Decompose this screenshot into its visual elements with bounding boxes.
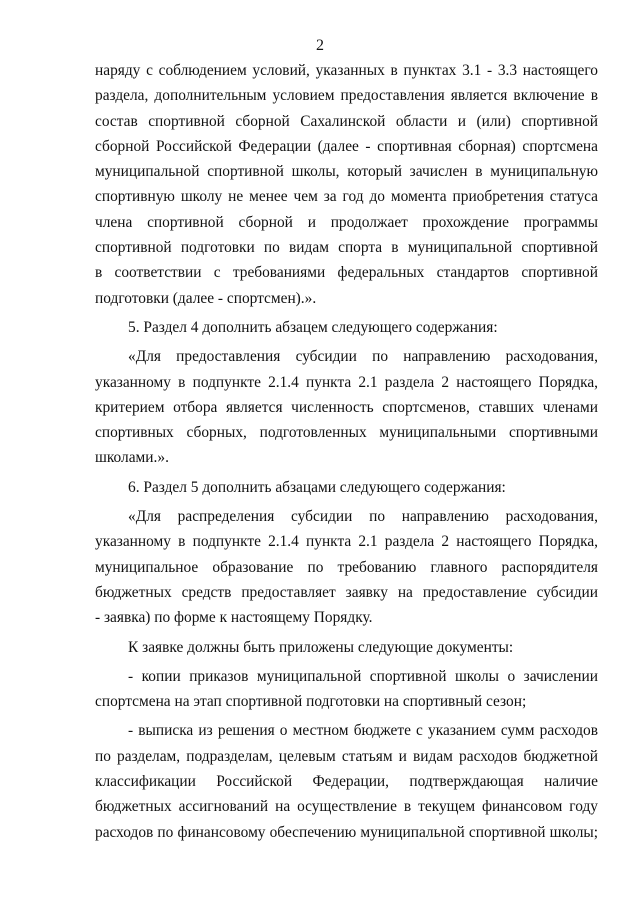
text-line: классификации Российской Федерации, подтверждающая наличие [95,773,598,791]
text-line: расходов по финансовому обеспечению муниципальной спортивной школы; [95,823,598,841]
text-line: «Для распределения субсидии по направлению расходования, [128,508,598,526]
section-heading-5: 5. Раздел 4 дополнить абзацем следующего содержания: [128,318,498,336]
section-heading-6: 6. Раздел 5 дополнить абзацами следующего содержания: [128,478,506,496]
text-line: бюджетных ассигнований на осуществление в текущем финансовом году [95,798,598,816]
text-line: указанному в подпункте 2.1.4 пункта 2.1 раздела 2 настоящего Порядка, [95,533,598,551]
text-line: состав спортивной сборной Сахалинской области и (или) спортивной [95,112,598,130]
list-item: - выписка из решения о местном бюджете с указанием сумм расходов [128,722,598,740]
text-line: раздела, дополнительным условием предоставления является включение в [95,87,598,105]
text-line: сборной Российской Федерации (далее - спортивная сборная) спортсмена [95,137,598,155]
text-line: в соответствии с требованиями федеральных стандартов спортивной [95,264,598,282]
document-body [95,58,598,845]
text-line: К заявке должны быть приложены следующие документы: [128,638,514,656]
text-line: подготовки (далее - спортсмен).». [95,289,317,307]
text-line: наряду с соблюдением условий, указанных в пунктах 3.1 - 3.3 настоящего [95,62,598,79]
text-line: муниципальной спортивной школы, который зачислен в муниципальную [95,163,598,181]
text-line: по разделам, подразделам, целевым статьям и видам расходов бюджетной [95,747,598,765]
text-line: муниципальное образование по требованию главного распорядителя [95,558,598,576]
text-line: спортсмена на этап спортивной подготовки на спортивный сезон; [95,693,527,711]
text-line: «Для предоставления субсидии по направлению расходования, [128,348,598,366]
list-item: - копии приказов муниципальной спортивной школы о зачислении [128,667,598,685]
text-line: члена спортивной сборной и продолжает прохождение программы [95,213,598,231]
page-number: 2 [316,37,324,54]
text-line: бюджетных средств предоставляет заявку на предоставление субсидии [95,583,598,601]
text-line: спортивную школу не менее чем за год до момента приобретения статуса [95,188,598,206]
text-line: критерием отбора является численность спортсменов, ставших членами [95,398,598,416]
text-line: - заявка) по форме к настоящему Порядку. [95,609,373,627]
text-line: спортивной подготовки по видам спорта в муниципальной спортивной [95,239,598,257]
text-line: указанному в подпункте 2.1.4 пункта 2.1 раздела 2 настоящего Порядка, [95,373,598,391]
text-line: спортивных сборных, подготовленных муниципальными спортивными [95,424,598,442]
text-line: школами.». [95,449,169,467]
